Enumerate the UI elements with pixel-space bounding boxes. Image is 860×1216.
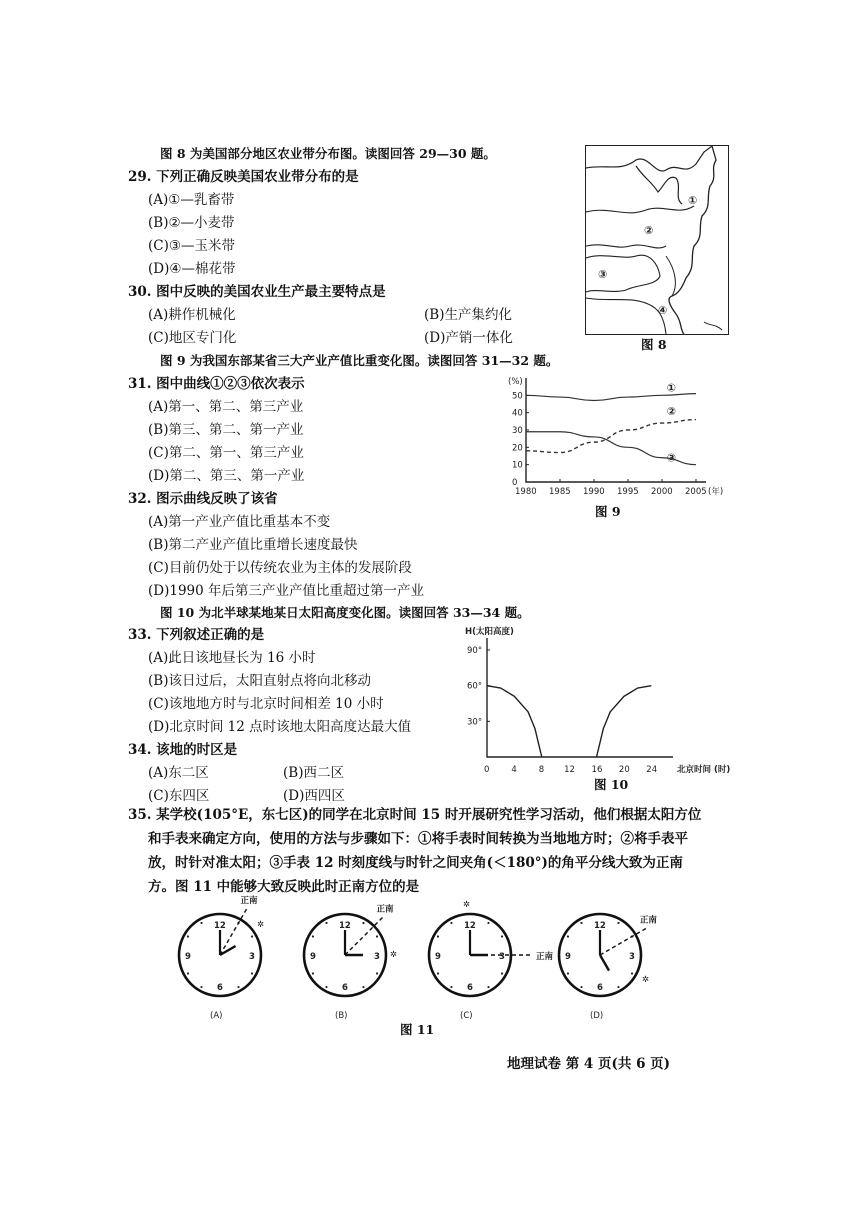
fig9-axes <box>526 378 706 482</box>
fig10-xtick: 12 <box>564 765 575 775</box>
clock-tick <box>580 922 582 924</box>
clock-numeral: 6 <box>467 983 473 993</box>
clock-numeral: 12 <box>339 921 351 931</box>
clock-tick <box>325 922 327 924</box>
clock-tick <box>617 922 619 924</box>
q30-option-c[interactable]: (C)地区专门化 <box>148 330 237 346</box>
clock-tick <box>237 986 239 988</box>
fig9-series-label: ③ <box>666 451 677 465</box>
fig10-caption: 图 10 <box>594 777 629 792</box>
fig9-ytick: 30 <box>512 426 523 436</box>
fig10-xtick: 4 <box>511 765 517 775</box>
q31-option-c[interactable]: (C)第二、第一、第三产业 <box>148 445 304 461</box>
q30-option-a[interactable]: (A)耕作机械化 <box>148 307 236 323</box>
q30-option-b[interactable]: (B)生产集约化 <box>424 307 512 323</box>
q30-stem: 30. 图中反映的美国农业生产最主要特点是 <box>128 284 386 300</box>
clock-numeral: 9 <box>185 952 191 962</box>
clock-tick <box>567 935 569 937</box>
sun-icon: ✲ <box>642 975 650 985</box>
clock-tick <box>362 986 364 988</box>
q29-option-a[interactable]: (A)①—乳畜带 <box>148 192 235 208</box>
q33-option-d[interactable]: (D)北京时间 12 点时该地太阳高度达最大值 <box>148 719 412 735</box>
clock-tick <box>251 935 253 937</box>
clock-numeral: 3 <box>629 952 635 962</box>
fig9-xtick: 1995 <box>617 487 639 497</box>
clock-tick <box>567 972 569 974</box>
fig9-caption: 图 9 <box>595 504 621 519</box>
q35-line-3: 放，时针对准太阳；③手表 12 时刻度线与时针之间夹角(＜180°)的角平分线大致为正南 <box>148 855 683 871</box>
fig10-xtick: 24 <box>646 765 658 775</box>
clock-tick <box>312 935 314 937</box>
page-footer: 地理试卷 第 4 页(共 6 页) <box>507 1056 671 1072</box>
clock-tick <box>200 986 202 988</box>
clock-tick <box>187 935 189 937</box>
fig10-ytick: 90° <box>467 646 483 656</box>
south-label: 正南 <box>639 915 657 926</box>
fig9-xtick: 1990 <box>583 487 605 497</box>
q32-stem: 32. 图示曲线反映了该省 <box>128 491 278 507</box>
fig9-chart <box>500 370 724 500</box>
fig9-xlabel: (年) <box>708 487 724 497</box>
clock-numeral: 6 <box>217 983 223 993</box>
clock-tick <box>437 972 439 974</box>
q30-option-d[interactable]: (D)产销一体化 <box>424 330 513 346</box>
q33-option-c[interactable]: (C)该地地方时与北京时间相差 10 小时 <box>148 696 384 712</box>
clock-tick <box>376 935 378 937</box>
fig10-xtick: 0 <box>484 765 490 775</box>
fig10-series-line <box>487 686 542 757</box>
south-label: 正南 <box>536 952 554 962</box>
clock-option-label[interactable]: (A) <box>210 1011 223 1021</box>
q33-stem: 33. 下列叙述正确的是 <box>128 627 265 643</box>
fig8-map-drawing <box>586 146 728 334</box>
fig10-xtick: 20 <box>618 765 630 775</box>
fig8-label-3: ③ <box>598 268 608 281</box>
q34-option-c[interactable]: (C)东四区 <box>148 788 210 804</box>
q33-option-a[interactable]: (A)此日该地昼长为 16 小时 <box>148 650 316 666</box>
clock-tick <box>501 935 503 937</box>
fig11-clocks <box>150 890 850 1030</box>
fig8-label-2: ② <box>644 224 654 237</box>
clock-numeral: 3 <box>374 952 380 962</box>
fig9-xtick: 2000 <box>651 487 673 497</box>
fig9-series-label: ① <box>666 381 677 395</box>
sun-icon: ✲ <box>257 920 265 930</box>
clock-numeral: 9 <box>565 952 571 962</box>
south-label: 正南 <box>376 904 394 915</box>
fig10-ylabel: H(太阳高度) <box>465 627 514 637</box>
fig9-ytick: 0 <box>512 478 518 488</box>
fig11-caption: 图 11 <box>400 1022 435 1037</box>
clock-numeral: 6 <box>342 983 348 993</box>
fig10-series-line <box>597 686 652 757</box>
q34-option-d[interactable]: (D)西四区 <box>283 788 345 804</box>
clock-tick <box>437 935 439 937</box>
clock-option-label[interactable]: (C) <box>460 1011 473 1021</box>
clock-numeral: 12 <box>594 921 606 931</box>
q35-line-1: 35. 某学校(105°E，东七区)的同学在北京时间 15 时开展研究性学习活动，他们根据太阳方位 <box>128 807 702 823</box>
clock-numeral: 12 <box>214 921 226 931</box>
clock-numeral: 9 <box>310 952 316 962</box>
fig8-label-1: ① <box>688 194 698 207</box>
clock-tick <box>487 986 489 988</box>
clock-tick <box>450 986 452 988</box>
fig8-label-4: ④ <box>658 304 668 317</box>
clock-tick <box>251 972 253 974</box>
q34-option-b[interactable]: (B)西二区 <box>283 765 344 781</box>
clock-option-label[interactable]: (B) <box>335 1011 348 1021</box>
clock-numeral: 3 <box>249 952 255 962</box>
q35-line-2: 和手表来确定方向，使用的方法与步骤如下：①将手表时间转换为当地地方时；②将手表平 <box>148 831 688 847</box>
south-label: 正南 <box>240 896 258 907</box>
fig10-ytick: 30° <box>467 717 483 728</box>
q31-stem: 31. 图中曲线①②③依次表示 <box>128 376 305 392</box>
q34-stem: 34. 该地的时区是 <box>128 742 238 758</box>
q29-option-d[interactable]: (D)④—棉花带 <box>148 261 236 277</box>
q34-option-a[interactable]: (A)东二区 <box>148 765 209 781</box>
fig10-xtick: 8 <box>538 765 545 775</box>
q29-option-c[interactable]: (C)③—玉米带 <box>148 238 235 254</box>
q32-option-b[interactable]: (B)第二产业产值比重增长速度最快 <box>148 537 358 553</box>
clock-tick <box>450 922 452 924</box>
q29-stem: 29. 下列正确反映美国农业带分布的是 <box>128 169 359 185</box>
clock-numeral: 3 <box>499 952 505 962</box>
sun-icon: ✲ <box>390 950 398 960</box>
fig9-series-line <box>526 394 696 401</box>
clock-tick <box>617 986 619 988</box>
clock-tick <box>187 972 189 974</box>
q31-option-d[interactable]: (D)第二、第三、第一产业 <box>148 468 305 484</box>
q32-option-d[interactable]: (D)1990 年后第三产业产值比重超过第一产业 <box>148 583 425 599</box>
fig10-chart <box>455 622 745 792</box>
fig8-map <box>585 145 729 335</box>
fig8-caption: 图 8 <box>641 337 667 352</box>
clock-tick <box>376 972 378 974</box>
q35-line-4: 方。图 11 中能够大致反映此时正南方位的是 <box>148 879 420 895</box>
fig10-xlabel: 北京时间 (时) <box>677 765 731 775</box>
sun-icon: ✲ <box>463 900 471 910</box>
fig9-ytick: 20 <box>512 443 523 454</box>
q33-option-b[interactable]: (B)该日过后，太阳直射点将向北移动 <box>148 673 371 689</box>
clock-numeral: 6 <box>597 983 603 993</box>
fig9-series-label: ② <box>666 405 677 419</box>
clock-tick <box>362 922 364 924</box>
fig9-intro: 图 9 为我国东部某省三大产业产值比重变化图。读图回答 31—32 题。 <box>160 353 559 368</box>
q31-option-b[interactable]: (B)第三、第二、第一产业 <box>148 422 304 438</box>
fig9-ylabel: (%) <box>508 377 523 387</box>
clock-numeral: 12 <box>464 921 476 931</box>
fig10-intro: 图 10 为北半球某地某日太阳高度变化图。读图回答 33—34 题。 <box>160 605 530 620</box>
q29-option-b[interactable]: (B)②—小麦带 <box>148 215 235 231</box>
q32-option-c[interactable]: (C)目前仍处于以传统农业为主体的发展阶段 <box>148 560 412 576</box>
fig9-series-line <box>526 420 696 453</box>
q32-option-a[interactable]: (A)第一产业产值比重基本不变 <box>148 514 331 530</box>
clock-tick <box>580 986 582 988</box>
clock-tick <box>325 986 327 988</box>
clock-numeral: 9 <box>435 952 441 962</box>
clock-option-label[interactable]: (D) <box>590 1011 604 1021</box>
fig9-xtick: 2005 <box>685 487 707 497</box>
clock-tick <box>200 922 202 924</box>
fig9-xtick: 1980 <box>515 487 537 497</box>
fig9-ytick: 10 <box>512 460 523 471</box>
fig9-ytick: 40 <box>512 408 523 419</box>
clock-tick <box>487 922 489 924</box>
fig9-xtick: 1985 <box>549 487 571 497</box>
clock-tick <box>312 972 314 974</box>
fig10-ytick: 60° <box>467 681 483 692</box>
fig9-ytick: 50 <box>512 391 523 402</box>
clock-tick <box>501 972 503 974</box>
clock-tick <box>631 972 633 974</box>
q31-option-a[interactable]: (A)第一、第二、第三产业 <box>148 399 304 415</box>
fig10-xtick: 16 <box>591 765 603 775</box>
fig8-intro: 图 8 为美国部分地区农业带分布图。读图回答 29—30 题。 <box>160 146 496 161</box>
